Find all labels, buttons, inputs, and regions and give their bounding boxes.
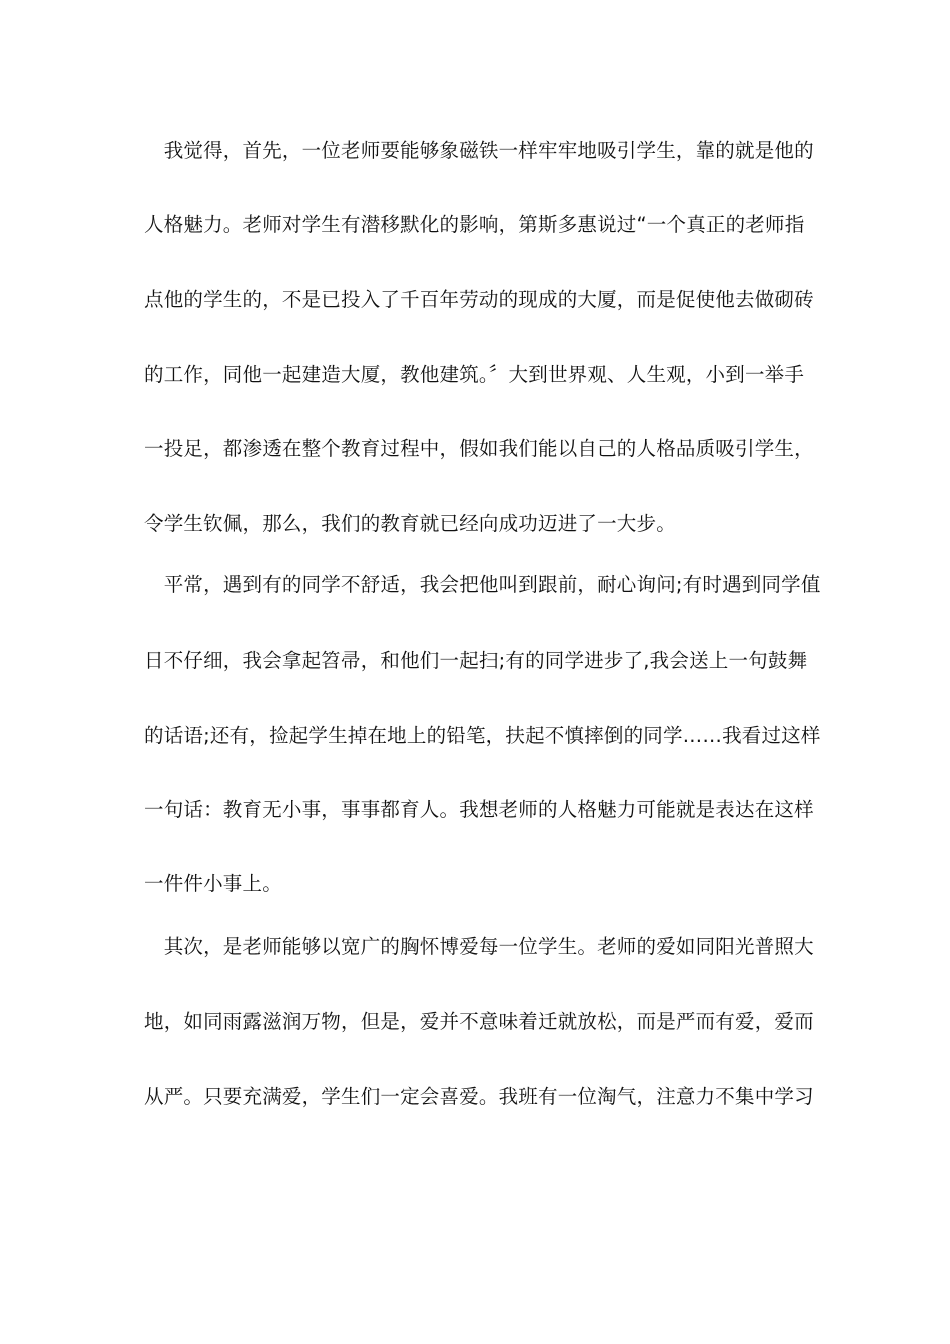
paragraph-1-line-1: 我觉得，首先，一位老师要能够象磁铁一样牢牢地吸引学生，靠的就是他的 xyxy=(144,139,814,162)
paragraph-2-line-4: 一句话：教育无小事，事事都育人。我想老师的人格魅力可能就是表达在这样 xyxy=(144,798,814,821)
paragraph-1-line-5: 一投足，都渗透在整个教育过程中，假如我们能以自己的人格品质吸引学生， xyxy=(144,437,814,460)
paragraph-2-line-3: 的话语;还有，捡起学生掉在地上的铅笔，扶起不慎摔倒的同学……我看过这样 xyxy=(144,724,821,747)
paragraph-3-line-2: 地，如同雨露滋润万物，但是，爱并不意味着迁就放松，而是严而有爱，爱而 xyxy=(144,1010,814,1033)
paragraph-2-line-2: 日不仔细，我会拿起笤帚，和他们一起扫;有的同学进步了,我会送上一句鼓舞 xyxy=(144,649,808,672)
paragraph-1-line-4: 的工作，同他一起建造大厦，教他建筑。〞大到世界观、人生观，小到一举手 xyxy=(144,363,805,386)
paragraph-1-line-6: 令学生钦佩，那么，我们的教育就已经向成功迈进了一大步。 xyxy=(144,512,676,535)
paragraph-3-line-3: 从严。只要充满爱，学生们一定会喜爱。我班有一位淘气，注意力不集中学习 xyxy=(144,1085,814,1108)
paragraph-1-line-2: 人格魅力。老师对学生有潜移默化的影响，第斯多惠说过“一个真正的老师指 xyxy=(144,213,805,236)
paragraph-1-line-3: 点他的学生的，不是已投入了千百年劳动的现成的大厦，而是促使他去做砌砖 xyxy=(144,288,814,311)
paragraph-2-line-5: 一件件小事上。 xyxy=(144,872,282,895)
paragraph-3-line-1: 其次，是老师能够以宽广的胸怀博爱每一位学生。老师的爱如同阳光普照大 xyxy=(144,935,814,958)
paragraph-2-line-1: 平常，遇到有的同学不舒适，我会把他叫到跟前，耐心询问;有时遇到同学值 xyxy=(144,573,821,596)
